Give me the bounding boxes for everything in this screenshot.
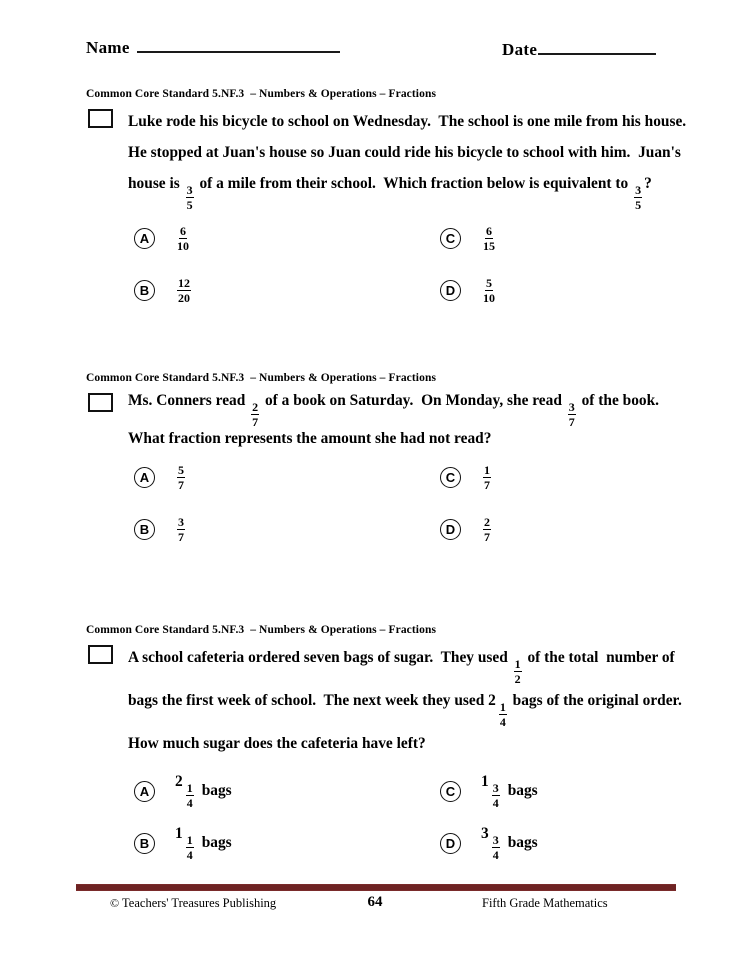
fraction-denominator: 7 — [252, 415, 259, 430]
answer-choices — [0, 225, 750, 321]
answer-choice-a[interactable] — [134, 773, 232, 809]
choice-value — [481, 277, 497, 304]
mixed-whole-part: 1 — [175, 825, 183, 843]
fraction-denominator: 4 — [492, 796, 499, 811]
answer-choice-b[interactable] — [134, 825, 232, 861]
choice-fraction — [177, 277, 191, 304]
mixed-fraction-part — [186, 782, 194, 809]
answer-choice-a[interactable] — [134, 225, 191, 252]
question-checkbox[interactable] — [88, 109, 113, 128]
mixed-whole-part: 2 — [488, 692, 496, 710]
answer-choice-d[interactable] — [440, 825, 538, 861]
choice-bubble[interactable]: B — [134, 280, 155, 301]
choice-fraction — [483, 516, 491, 543]
mixed-whole-part: 2 — [175, 773, 183, 791]
question-block — [0, 372, 750, 560]
publisher-name: Teachers' Treasures Publishing — [122, 896, 277, 910]
page-number: 64 — [367, 894, 383, 910]
mixed-fraction-part — [499, 701, 507, 728]
fraction-denominator: 4 — [499, 715, 506, 730]
choice-bubble[interactable]: B — [134, 519, 155, 540]
choice-unit: bags — [507, 834, 538, 852]
question-body — [0, 642, 750, 759]
mixed-number — [488, 685, 509, 728]
inline-fraction — [186, 184, 194, 211]
date-label: Date — [502, 40, 538, 59]
choice-bubble[interactable]: D — [440, 519, 461, 540]
choice-bubble[interactable]: A — [134, 467, 155, 488]
question-text: Luke rode his bicycle to school on Wednesday. The school is one mile from his house. He stopped at Juan's house so Juan could ride his bicycle to school with him. Juan's house is $\frac{3}{5}$ of a mile from their school. Which fraction below is equivalent to $\frac{3}{5}$ ? — [128, 113, 694, 213]
choice-value — [481, 773, 538, 809]
fraction-numerator: 1 — [186, 781, 193, 796]
choice-bubble[interactable]: A — [134, 781, 155, 802]
fraction-denominator: 7 — [568, 415, 575, 430]
fraction-numerator: 12 — [178, 276, 190, 291]
answer-choice-c[interactable] — [440, 464, 493, 491]
choice-fraction — [483, 464, 491, 491]
question-text: Ms. Conners read $\frac{2}{7}$ of a book on Saturday. On Monday, she read $\frac{3}{7}$ of the book. What fraction represents the amount she had not read? — [128, 392, 667, 448]
fraction-denominator: 7 — [484, 530, 490, 545]
answer-choice-b[interactable] — [134, 277, 193, 304]
answer-choices — [0, 464, 750, 560]
fraction-numerator: 1 — [186, 833, 193, 848]
fraction-numerator: 3 — [568, 400, 575, 415]
inline-fraction — [568, 401, 576, 428]
choice-bubble[interactable]: C — [440, 467, 461, 488]
mixed-whole-part: 3 — [481, 825, 489, 843]
choice-bubble[interactable]: B — [134, 833, 155, 854]
question-block — [0, 88, 750, 321]
fraction-denominator: 7 — [178, 478, 184, 493]
choice-value — [175, 516, 187, 543]
choice-fraction — [483, 277, 495, 304]
fraction-denominator: 7 — [484, 478, 490, 493]
choice-bubble[interactable]: D — [440, 280, 461, 301]
choice-value — [481, 825, 538, 861]
fraction-denominator: 5 — [635, 198, 642, 213]
choice-value — [175, 825, 232, 861]
name-input-line[interactable] — [137, 38, 340, 53]
mixed-number — [175, 773, 196, 809]
name-label: Name — [86, 38, 130, 57]
name-field-group — [86, 38, 340, 58]
fraction-denominator: 4 — [492, 848, 499, 863]
choice-value — [175, 464, 187, 491]
question-text: A school cafeteria ordered seven bags of sugar. They used $\frac{1}{2}$ of the total number of bags the first week of school. The next week they used 2 $\frac{1}{4}$ bags of the original order. How much sugar does the cafeteria have left? — [128, 649, 690, 753]
fraction-numerator: 5 — [178, 463, 184, 478]
choice-fraction — [177, 516, 185, 543]
date-input-line[interactable] — [538, 40, 656, 55]
mixed-fraction-part — [492, 782, 500, 809]
fraction-numerator: 3 — [492, 781, 499, 796]
choice-fraction — [483, 225, 495, 252]
fraction-numerator: 2 — [484, 515, 490, 530]
mixed-number — [175, 825, 196, 861]
common-core-standard-label: Common Core Standard 5.NF.3 – Numbers & Operations – Fractions — [86, 372, 437, 384]
fraction-denominator: 15 — [483, 239, 495, 254]
fraction-numerator: 1 — [514, 657, 521, 672]
answer-choice-d[interactable] — [440, 277, 497, 304]
choice-fraction — [177, 225, 189, 252]
question-checkbox[interactable] — [88, 645, 113, 664]
choice-bubble[interactable]: A — [134, 228, 155, 249]
copyright-icon: © — [110, 896, 120, 910]
choice-bubble[interactable]: D — [440, 833, 461, 854]
fraction-numerator: 6 — [179, 224, 186, 239]
fraction-denominator: 7 — [178, 530, 184, 545]
choice-value — [175, 225, 191, 252]
answer-choice-c[interactable] — [440, 225, 497, 252]
mixed-number — [481, 773, 502, 809]
choice-value — [175, 277, 193, 304]
mixed-fraction-part — [186, 834, 194, 861]
fraction-numerator: 1 — [499, 700, 506, 715]
question-body — [0, 390, 750, 450]
choice-value — [481, 516, 493, 543]
question-block — [0, 624, 750, 869]
fraction-numerator: 5 — [485, 276, 492, 291]
inline-fraction — [514, 658, 522, 685]
common-core-standard-label: Common Core Standard 5.NF.3 – Numbers & Operations – Fractions — [86, 624, 437, 636]
inline-fraction — [251, 401, 259, 428]
choice-unit: bags — [507, 782, 538, 800]
footer-divider — [76, 884, 676, 891]
mixed-whole-part: 1 — [481, 773, 489, 791]
mixed-number — [481, 825, 502, 861]
common-core-standard-label: Common Core Standard 5.NF.3 – Numbers & Operations – Fractions — [86, 88, 437, 100]
choice-bubble[interactable]: C — [440, 781, 461, 802]
mixed-fraction-part — [492, 834, 500, 861]
footer-subject: Fifth Grade Mathematics — [482, 896, 608, 910]
fraction-denominator: 2 — [514, 672, 521, 687]
fraction-numerator: 1 — [484, 463, 490, 478]
fraction-denominator: 10 — [177, 239, 189, 254]
fraction-denominator: 4 — [186, 848, 193, 863]
choice-unit: bags — [201, 782, 232, 800]
choice-value — [481, 225, 497, 252]
question-checkbox[interactable] — [88, 393, 113, 412]
fraction-numerator: 3 — [186, 183, 193, 198]
fraction-numerator: 3 — [635, 183, 642, 198]
answer-choice-c[interactable] — [440, 773, 538, 809]
date-field-group — [502, 40, 656, 60]
choice-unit: bags — [201, 834, 232, 852]
fraction-denominator: 20 — [178, 291, 190, 306]
choice-bubble[interactable]: C — [440, 228, 461, 249]
question-body — [0, 106, 750, 211]
fraction-numerator: 6 — [485, 224, 492, 239]
answer-choice-b[interactable] — [134, 516, 187, 543]
fraction-denominator: 4 — [186, 796, 193, 811]
fraction-numerator: 3 — [492, 833, 499, 848]
answer-choices — [0, 773, 750, 869]
fraction-numerator: 3 — [178, 515, 184, 530]
choice-value — [175, 773, 232, 809]
fraction-denominator: 5 — [186, 198, 193, 213]
fraction-denominator: 10 — [483, 291, 495, 306]
choice-fraction — [177, 464, 185, 491]
answer-choice-a[interactable] — [134, 464, 187, 491]
choice-value — [481, 464, 493, 491]
answer-choice-d[interactable] — [440, 516, 493, 543]
inline-fraction — [634, 184, 642, 211]
worksheet-header — [0, 38, 750, 68]
fraction-numerator: 2 — [252, 400, 259, 415]
worksheet-footer — [0, 896, 750, 916]
